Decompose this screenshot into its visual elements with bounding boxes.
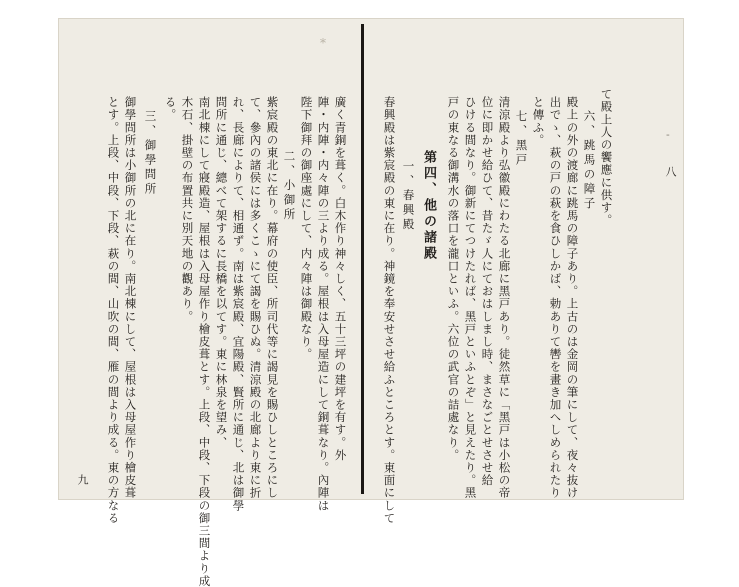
book-spread [58, 18, 684, 587]
text-column: て殿上人の饗應に供す。 [599, 88, 614, 227]
section-subheading: 六、跳馬の障子 [582, 110, 597, 212]
text-column: 戸の東なる御溝水の落口を瀧口といふ。六位の武官の詰處なり。 [446, 96, 461, 462]
text-column: 陣・内陣・内々陣の三より成る。屋根は入母屋造にして銅葺なり。內陣は [316, 96, 331, 512]
text-column: 春興殿は紫宸殿の東に在り。神鏡を奉安せさせ給ふところとす。東面にして [382, 96, 397, 525]
left-page [58, 18, 360, 587]
text-column: 廣く青銅を葺く。白木作り神々しく、五十三坪の建坪を有す。外 [333, 96, 348, 462]
text-column: 清涼殿より弘徽殿にわたる北廊に黑戸あり。徒然草に「黑戸は小松の帝 [497, 96, 512, 500]
margin-mark: - [666, 128, 670, 141]
text-column: 陛下御拜の御座處にして、内々陣は御殿なり。 [299, 96, 314, 361]
chapter-heading: 第四、他の諸殿 [421, 150, 436, 262]
right-page [370, 18, 684, 525]
text-column: る。 [163, 96, 178, 122]
text-column: と傳ふ。 [531, 96, 546, 147]
text-column: 南北棟にして寢殿造、屋根は入母屋作り檜皮葺とす。上段、中段、下段の御三間より成 [197, 96, 212, 587]
page-number: 九 [76, 474, 89, 485]
text-column: ひける間なり。御新にてつけたれば、黑戸といふとぞ」と見えたり。黑 [463, 96, 478, 500]
margin-mark: * [320, 36, 326, 50]
page-number: 八 [664, 166, 677, 177]
section-subheading: 二、小御所 [282, 150, 297, 223]
text-column: 出でゝ、萩の戸の萩を食ひしかば、勅ありて轡を畫き加へしめられたり [548, 96, 563, 500]
text-column: 御學問所は小御所の北に在り。南北棟にして、屋根は入母屋作り檜皮葺 [123, 96, 138, 500]
text-column: れ、長廊によりて、相通ず。南は紫宸殿、宜陽殿、賢所に通じ、北は御學 [231, 96, 246, 512]
text-column: とす。上段、中段、下段、萩の間、山吹の間、雁の間より成る。東の方なる [106, 96, 121, 525]
page-divider [361, 24, 364, 494]
text-column: て、參內の諸侯には多くこゝにて謁を賜ひぬ。清涼殿の北廊より東に折 [248, 96, 263, 500]
section-subheading: 一、春興殿 [401, 160, 416, 233]
text-column: 位に即かせ給ひて、昔たゞ人にておはしまし時、まさなごとせさせ給 [480, 96, 495, 487]
text-column: 紫宸殿の東北に在り。幕府の使臣、所司代等に謁見を賜ひしところにし [265, 96, 280, 500]
text-column: 木石、掛壁の布置共に別天地の觀あり。 [180, 96, 195, 323]
section-subheading: 三、御學問所 [143, 110, 158, 197]
section-subheading: 七、黑戸 [514, 110, 529, 168]
text-column: 殿上の外の渡廊に跳馬の障子あり。上古のは金岡の筆にして、夜々抜け [565, 96, 580, 500]
text-column: 問所に通じ、總べて架するに長橋を以てす。東に林泉を望み、 [214, 96, 229, 449]
